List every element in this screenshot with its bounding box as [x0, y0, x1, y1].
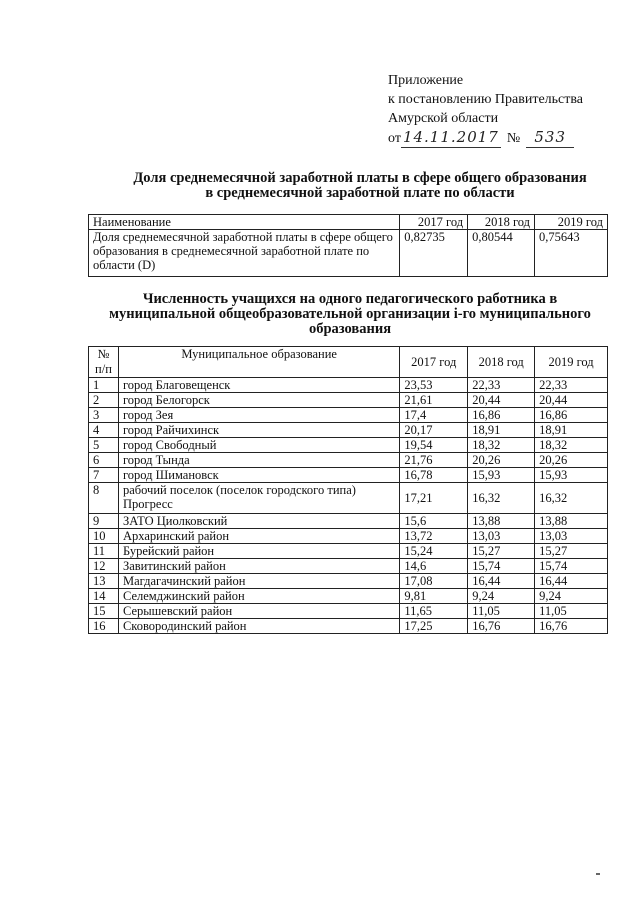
appendix-line-2: к постановлению Правительства — [388, 92, 584, 107]
row-number: 16 — [89, 619, 119, 634]
value-2019: 11,05 — [535, 604, 608, 619]
row-number: 12 — [89, 559, 119, 574]
share-table-row — [89, 230, 608, 277]
value-2017: 11,65 — [400, 604, 468, 619]
value-2019: 18,32 — [535, 438, 608, 453]
value-2018: 20,44 — [468, 393, 535, 408]
table-row — [89, 514, 608, 529]
value-2019: 22,33 — [535, 378, 608, 393]
row-number: 11 — [89, 544, 119, 559]
municipality-name: Завитинский район — [118, 559, 399, 574]
value-2018: 15,27 — [468, 544, 535, 559]
value-2017: 23,53 — [400, 378, 468, 393]
value-2017: 17,4 — [400, 408, 468, 423]
row-number: 4 — [89, 423, 119, 438]
municipality-name: Архаринский район — [118, 529, 399, 544]
table-row — [89, 529, 608, 544]
value-2019: 15,74 — [535, 559, 608, 574]
value-2018: 15,74 — [468, 559, 535, 574]
value-2017: 9,81 — [400, 589, 468, 604]
row-number: 14 — [89, 589, 119, 604]
value-2018: 16,86 — [468, 408, 535, 423]
table-row — [89, 544, 608, 559]
table-row — [89, 483, 608, 514]
municipality-name: рабочий поселок (поселок городского типа) Прогресс — [118, 483, 399, 514]
value-2019: 0,75643 — [535, 230, 608, 277]
header-number: № п/п — [89, 347, 119, 378]
value-2017: 15,6 — [400, 514, 468, 529]
value-2017: 16,78 — [400, 468, 468, 483]
row-number: 9 — [89, 514, 119, 529]
value-2017: 17,25 — [400, 619, 468, 634]
value-2017: 13,72 — [400, 529, 468, 544]
table-row — [89, 453, 608, 468]
share-table — [88, 214, 608, 277]
header-2019: 2019 год — [535, 347, 608, 378]
value-2019: 9,24 — [535, 589, 608, 604]
value-2019: 15,27 — [535, 544, 608, 559]
municipality-name: город Благовещенск — [118, 378, 399, 393]
value-2017: 17,08 — [400, 574, 468, 589]
table-row — [89, 423, 608, 438]
value-2019: 15,93 — [535, 468, 608, 483]
handwritten-date: 14.11.2017 — [402, 128, 499, 146]
municipality-name: город Белогорск — [118, 393, 399, 408]
row-number: 7 — [89, 468, 119, 483]
header-2018: 2018 год — [468, 215, 535, 230]
value-2019: 16,76 — [535, 619, 608, 634]
row-number: 5 — [89, 438, 119, 453]
number-label: № — [506, 131, 521, 146]
row-number: 3 — [89, 408, 119, 423]
value-2017: 17,21 — [400, 483, 468, 514]
row-number: 15 — [89, 604, 119, 619]
header-municipality: Муниципальное образование — [118, 347, 399, 378]
students-per-teacher-table — [88, 346, 608, 634]
section1-title — [110, 171, 610, 201]
value-2018: 15,93 — [468, 468, 535, 483]
value-2017: 14,6 — [400, 559, 468, 574]
table-row — [89, 438, 608, 453]
value-2018: 11,05 — [468, 604, 535, 619]
page-mark — [596, 873, 600, 875]
value-2018: 13,88 — [468, 514, 535, 529]
row-number: 6 — [89, 453, 119, 468]
row-number: 13 — [89, 574, 119, 589]
row-number: 8 — [89, 483, 119, 514]
section2-title — [85, 292, 615, 337]
value-2019: 16,86 — [535, 408, 608, 423]
row-number: 2 — [89, 393, 119, 408]
table-row — [89, 468, 608, 483]
table-row — [89, 589, 608, 604]
value-2019: 18,91 — [535, 423, 608, 438]
handwritten-number: 533 — [526, 128, 574, 148]
table-row — [89, 559, 608, 574]
municipality-name: Селемджинский район — [118, 589, 399, 604]
table-row — [89, 619, 608, 634]
municipality-name: город Тында — [118, 453, 399, 468]
municipality-name: город Зея — [118, 408, 399, 423]
header-2017: 2017 год — [400, 215, 468, 230]
table-row — [89, 574, 608, 589]
value-2018: 18,91 — [468, 423, 535, 438]
header-2018: 2018 год — [468, 347, 535, 378]
municipality-name: Сковородинский район — [118, 619, 399, 634]
section2-title-line-3: образования — [308, 321, 392, 337]
appendix-line-3: Амурской области — [388, 111, 499, 126]
section1-title-line-2: в среднемесячной заработной плате по области — [205, 185, 515, 201]
municipality-name: Магдагачинский район — [118, 574, 399, 589]
municipality-name: Серышевский район — [118, 604, 399, 619]
table-row — [89, 604, 608, 619]
table-row — [89, 378, 608, 393]
indicator-name: Доля среднемесячной заработной платы в сфере общего образования в среднемесячной заработной плате по области (D) — [89, 230, 400, 277]
municipality-name: город Свободный — [118, 438, 399, 453]
students-table-header — [89, 347, 608, 378]
value-2018: 22,33 — [468, 378, 535, 393]
from-label: от — [388, 131, 401, 146]
row-number: 1 — [89, 378, 119, 393]
value-2017: 21,76 — [400, 453, 468, 468]
value-2017: 19,54 — [400, 438, 468, 453]
section2-title-line-2: муниципальной общеобразовательной организации i-го муниципального — [109, 306, 591, 322]
value-2019: 16,32 — [535, 483, 608, 514]
value-2018: 16,44 — [468, 574, 535, 589]
value-2018: 20,26 — [468, 453, 535, 468]
municipality-name: Бурейский район — [118, 544, 399, 559]
value-2019: 13,88 — [535, 514, 608, 529]
value-2019: 16,44 — [535, 574, 608, 589]
value-2018: 16,32 — [468, 483, 535, 514]
value-2019: 13,03 — [535, 529, 608, 544]
header-2017: 2017 год — [400, 347, 468, 378]
value-2017: 15,24 — [400, 544, 468, 559]
value-2019: 20,44 — [535, 393, 608, 408]
appendix-header — [388, 71, 583, 148]
table-row — [89, 408, 608, 423]
value-2018: 9,24 — [468, 589, 535, 604]
value-2018: 0,80544 — [468, 230, 535, 277]
value-2017: 20,17 — [400, 423, 468, 438]
value-2017: 21,61 — [400, 393, 468, 408]
value-2018: 13,03 — [468, 529, 535, 544]
header-name: Наименование — [89, 215, 400, 230]
value-2018: 16,76 — [468, 619, 535, 634]
section1-title-line-1: Доля среднемесячной заработной платы в сфере общего образования — [133, 170, 587, 186]
municipality-name: ЗАТО Циолковский — [118, 514, 399, 529]
row-number: 10 — [89, 529, 119, 544]
appendix-date-line — [388, 128, 583, 148]
table-row — [89, 393, 608, 408]
value-2018: 18,32 — [468, 438, 535, 453]
municipality-name: город Райчихинск — [118, 423, 399, 438]
share-table-header — [89, 215, 608, 230]
municipality-name: город Шимановск — [118, 468, 399, 483]
value-2019: 20,26 — [535, 453, 608, 468]
appendix-line-1: Приложение — [388, 73, 464, 88]
value-2017: 0,82735 — [400, 230, 468, 277]
section2-title-line-1: Численность учащихся на одного педагогического работника в — [142, 291, 558, 307]
header-2019: 2019 год — [535, 215, 608, 230]
